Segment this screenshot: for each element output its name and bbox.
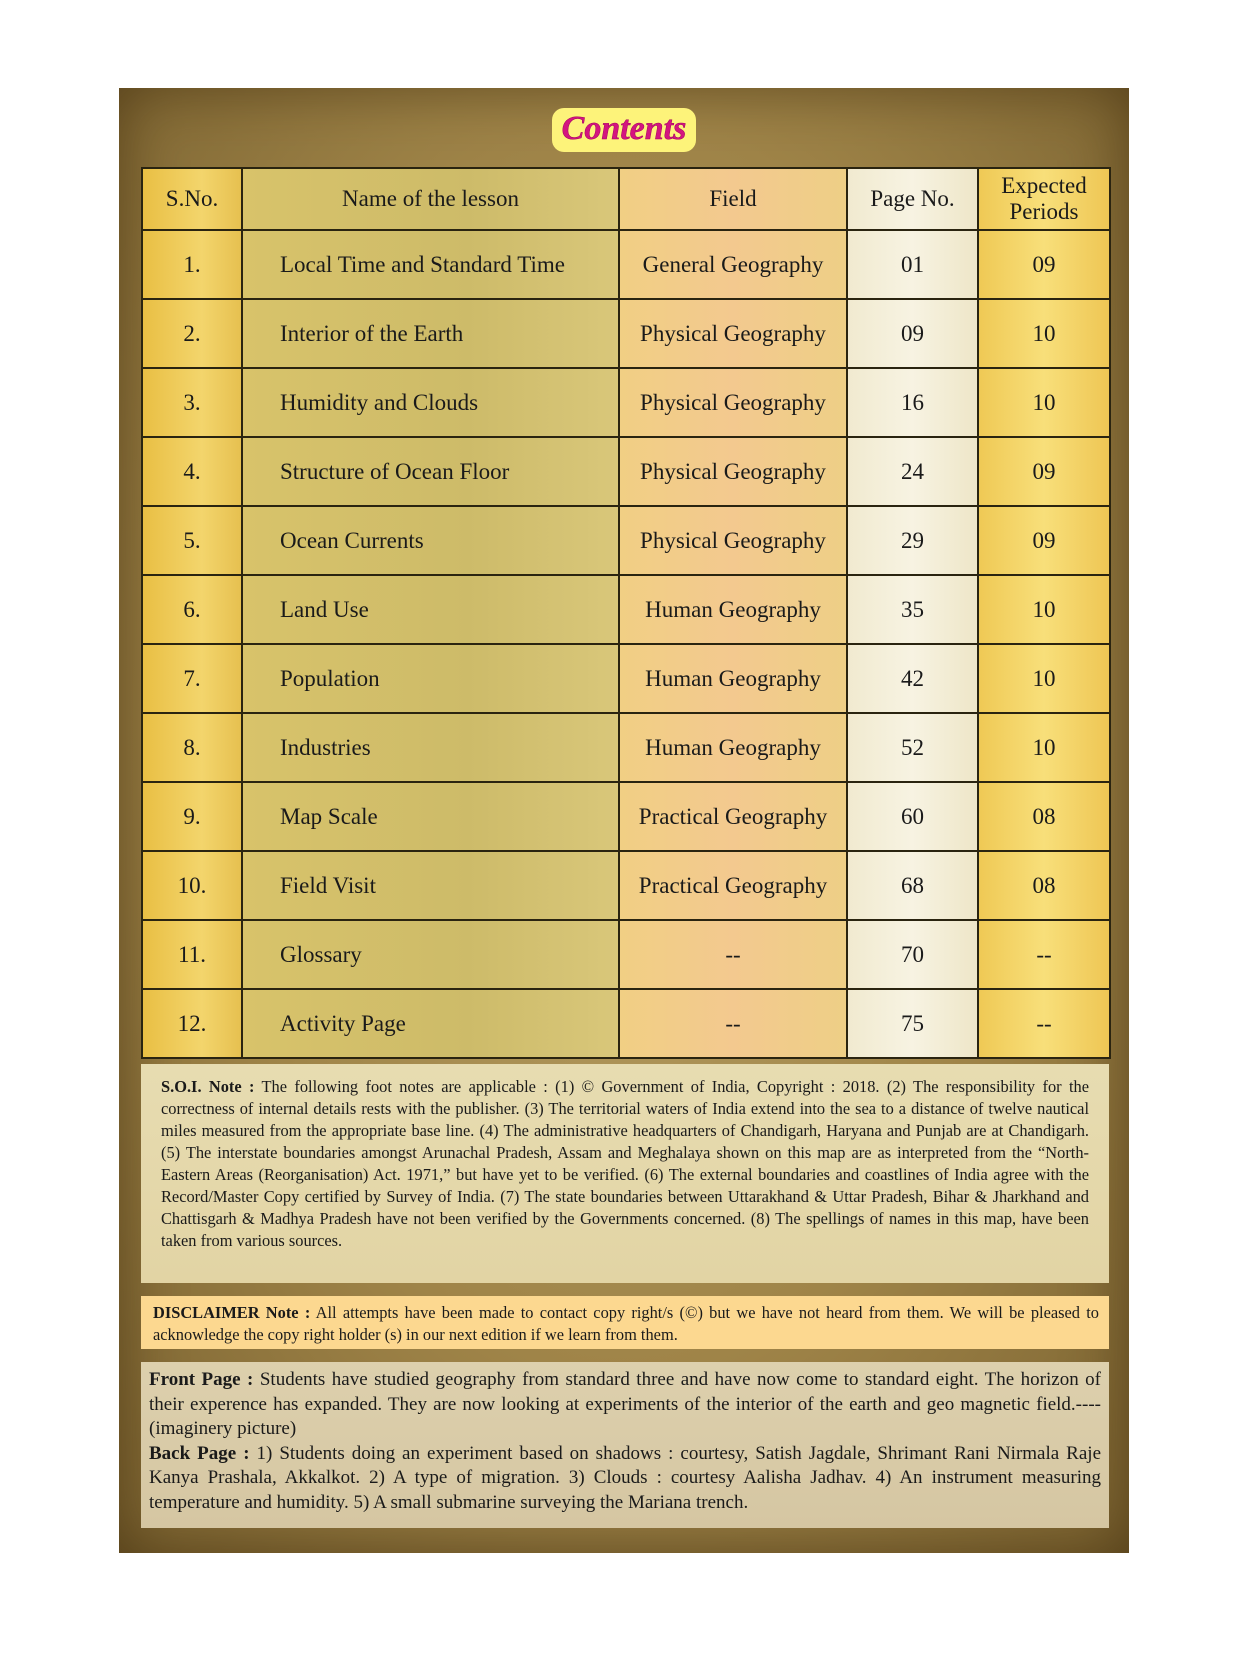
cell-sno bbox=[142, 989, 242, 1058]
cell-field bbox=[619, 644, 847, 713]
cell-expected-periods bbox=[978, 782, 1110, 851]
cell-expected-periods-text: 09 bbox=[1032, 527, 1056, 553]
cell-field-text: General Geography bbox=[642, 251, 824, 277]
cell-expected-periods-text: 08 bbox=[1032, 872, 1056, 898]
front-page-note bbox=[149, 1368, 1101, 1442]
cell-sno bbox=[142, 920, 242, 989]
cell-sno-text: 9. bbox=[183, 803, 201, 829]
table-row bbox=[142, 368, 1110, 437]
cell-page-no bbox=[847, 230, 978, 299]
cell-field-text: Human Geography bbox=[645, 734, 821, 760]
table-row bbox=[142, 989, 1110, 1058]
cell-lesson-name-text: Structure of Ocean Floor bbox=[280, 458, 510, 484]
cell-field bbox=[619, 782, 847, 851]
cell-page-no-text: 16 bbox=[901, 389, 924, 415]
cell-expected-periods-text: 09 bbox=[1032, 251, 1056, 277]
cell-lesson-name bbox=[242, 644, 619, 713]
cell-lesson-name-text: Interior of the Earth bbox=[280, 320, 464, 346]
cell-sno-text: 2. bbox=[183, 320, 201, 346]
cell-lesson-name bbox=[242, 920, 619, 989]
cell-sno bbox=[142, 782, 242, 851]
cell-page-no bbox=[847, 368, 978, 437]
table-row bbox=[142, 230, 1110, 299]
cell-lesson-name bbox=[242, 713, 619, 782]
contents-panel bbox=[119, 88, 1129, 1553]
cell-lesson-name-text: Field Visit bbox=[280, 872, 376, 898]
cell-lesson-name bbox=[242, 575, 619, 644]
cell-field bbox=[619, 437, 847, 506]
cell-page-no-text: 01 bbox=[901, 251, 924, 277]
cell-sno-text: 4. bbox=[183, 458, 201, 484]
cell-sno-text: 5. bbox=[183, 527, 201, 553]
front-page-label: Front Page : bbox=[149, 1369, 254, 1390]
cell-field bbox=[619, 851, 847, 920]
table-row bbox=[142, 644, 1110, 713]
cell-field-text: Physical Geography bbox=[640, 458, 826, 484]
cell-lesson-name-text: Land Use bbox=[280, 596, 369, 622]
cell-lesson-name bbox=[242, 506, 619, 575]
cell-expected-periods bbox=[978, 575, 1110, 644]
cell-page-no bbox=[847, 437, 978, 506]
cell-lesson-name bbox=[242, 230, 619, 299]
cell-sno bbox=[142, 299, 242, 368]
soi-note-label: S.O.I. Note : bbox=[161, 1077, 255, 1096]
cell-sno bbox=[142, 506, 242, 575]
cell-lesson-name bbox=[242, 989, 619, 1058]
cell-field bbox=[619, 368, 847, 437]
soi-note-text: The following foot notes are applicable : (1) © Government of India, Copyright : 2018. (2) The responsibility for the correctness of internal details rests with the publisher. (3) The territorial waters of India extend into the sea to a distance of twelve nautical miles measured from the appropriate base line. (4) The administrative headquarters of Chandigarh, Haryana and Punjab are at Chandigarh. (5) The interstate boundaries amongst Arunachal Pradesh, Assam and Meghalaya shown on this map are as interpreted from the “North-Eastern Areas (Reorganisation) Act. 1971,” but have yet to be verified. (6) The external boundaries and coastlines of India agree with the Record/Master Copy certified by Survey of India. (7) The state boundaries between Uttarakhand & Uttar Pradesh, Bihar & Jharkhand and Chattisgarh & Madhya Pradesh have not been verified by the Governments concerned. (8) The spellings of names in this map, have been taken from various sources. bbox=[161, 1077, 1089, 1250]
cell-field bbox=[619, 989, 847, 1058]
header-lesson-name: Name of the lesson bbox=[242, 168, 619, 230]
disclaimer-label: DISCLAIMER Note : bbox=[153, 1303, 311, 1322]
back-page-text: 1) Students doing an experiment based on shadows : courtesy, Satish Jagdale, Shrimant Rani Nirmala Raje Kanya Prashala, Akkalkot. 2) A type of migration. 3) Clouds : courtesy Aalisha Jadhav. 4) An instrument measuring temperature and humidity. 5) A small submarine surveying the Mariana trench. bbox=[149, 1442, 1102, 1513]
cell-page-no-text: 52 bbox=[901, 734, 924, 760]
cell-field-text: Human Geography bbox=[645, 665, 821, 691]
cell-sno-text: 10. bbox=[177, 872, 207, 898]
cell-sno-text: 11. bbox=[178, 941, 206, 967]
table-row bbox=[142, 851, 1110, 920]
cell-expected-periods-text: 08 bbox=[1032, 803, 1056, 829]
cell-lesson-name-text: Industries bbox=[280, 734, 371, 760]
table-row bbox=[142, 506, 1110, 575]
cell-page-no-text: 75 bbox=[901, 1010, 924, 1036]
cell-expected-periods bbox=[978, 713, 1110, 782]
cell-lesson-name-text: Population bbox=[280, 665, 380, 691]
contents-table bbox=[141, 167, 1111, 1059]
cell-sno bbox=[142, 644, 242, 713]
cell-expected-periods-text: 10 bbox=[1032, 665, 1056, 691]
cell-page-no bbox=[847, 782, 978, 851]
cell-expected-periods bbox=[978, 644, 1110, 713]
cell-expected-periods bbox=[978, 506, 1110, 575]
cell-page-no bbox=[847, 644, 978, 713]
cell-page-no bbox=[847, 989, 978, 1058]
cell-field-text: -- bbox=[725, 1010, 741, 1036]
cell-field bbox=[619, 920, 847, 989]
table-row bbox=[142, 920, 1110, 989]
cell-lesson-name-text: Activity Page bbox=[280, 1010, 406, 1036]
cell-sno-text: 8. bbox=[183, 734, 201, 760]
cell-sno-text: 7. bbox=[183, 665, 201, 691]
cell-page-no-text: 60 bbox=[901, 803, 924, 829]
cell-expected-periods-text: 10 bbox=[1032, 596, 1056, 622]
cell-sno bbox=[142, 851, 242, 920]
cell-field-text: Physical Geography bbox=[640, 389, 826, 415]
cell-lesson-name-text: Local Time and Standard Time bbox=[280, 251, 565, 277]
front-page-text: Students have studied geography from standard three and have now come to standard eight. The horizon of their experence has expanded. They are now looking at experiments of the interior of the earth and geo magnetic field.---- (imaginery picture) bbox=[149, 1369, 1102, 1439]
cell-expected-periods bbox=[978, 368, 1110, 437]
table-row bbox=[142, 437, 1110, 506]
cell-lesson-name bbox=[242, 782, 619, 851]
cell-sno bbox=[142, 713, 242, 782]
header-field: Field bbox=[619, 168, 847, 230]
cell-sno bbox=[142, 575, 242, 644]
cell-expected-periods-text: 10 bbox=[1032, 734, 1056, 760]
cell-lesson-name bbox=[242, 368, 619, 437]
table-header-row bbox=[142, 168, 1110, 230]
cell-lesson-name-text: Glossary bbox=[280, 941, 362, 967]
disclaimer-note bbox=[141, 1296, 1109, 1349]
cell-lesson-name-text: Ocean Currents bbox=[280, 527, 424, 553]
cell-expected-periods-text: -- bbox=[1036, 941, 1052, 967]
cell-expected-periods-text: 09 bbox=[1032, 458, 1056, 484]
cell-sno-text: 1. bbox=[183, 251, 201, 277]
cell-lesson-name bbox=[242, 851, 619, 920]
header-expected-periods: Expected Periods bbox=[978, 168, 1110, 230]
cell-field bbox=[619, 299, 847, 368]
cell-field-text: -- bbox=[725, 941, 741, 967]
cell-expected-periods-text: -- bbox=[1036, 1010, 1052, 1036]
cell-page-no-text: 09 bbox=[901, 320, 924, 346]
cell-field-text: Physical Geography bbox=[640, 527, 826, 553]
cell-sno bbox=[142, 368, 242, 437]
cell-field-text: Practical Geography bbox=[638, 803, 828, 829]
soi-note bbox=[141, 1064, 1109, 1283]
cover-notes bbox=[141, 1362, 1109, 1528]
cell-lesson-name bbox=[242, 437, 619, 506]
cell-expected-periods-text: 10 bbox=[1032, 320, 1056, 346]
cell-expected-periods bbox=[978, 299, 1110, 368]
table-row bbox=[142, 299, 1110, 368]
disclaimer-text: All attempts have been made to contact copy right/s (©) but we have not heard from them. We will be pleased to acknowledge the copy right holder (s) in our next edition if we learn from them. bbox=[153, 1303, 1099, 1344]
cell-sno bbox=[142, 437, 242, 506]
cell-expected-periods bbox=[978, 437, 1110, 506]
cell-page-no-text: 42 bbox=[901, 665, 924, 691]
back-page-label: Back Page : bbox=[149, 1442, 250, 1464]
table-row bbox=[142, 713, 1110, 782]
table-row bbox=[142, 575, 1110, 644]
cell-sno-text: 6. bbox=[183, 596, 201, 622]
cell-page-no bbox=[847, 713, 978, 782]
cell-field bbox=[619, 575, 847, 644]
cell-field-text: Practical Geography bbox=[638, 872, 828, 898]
cell-page-no-text: 24 bbox=[901, 458, 924, 484]
header-page-no: Page No. bbox=[847, 168, 978, 230]
header-sno: S.No. bbox=[142, 168, 242, 230]
table-row bbox=[142, 782, 1110, 851]
cell-field bbox=[619, 230, 847, 299]
page-title: Contents bbox=[552, 108, 697, 152]
cell-page-no bbox=[847, 920, 978, 989]
cell-sno bbox=[142, 230, 242, 299]
cell-field-text: Physical Geography bbox=[640, 320, 826, 346]
cell-field-text: Human Geography bbox=[645, 596, 821, 622]
cell-page-no-text: 68 bbox=[901, 872, 924, 898]
cell-page-no bbox=[847, 299, 978, 368]
cell-lesson-name-text: Map Scale bbox=[280, 803, 378, 829]
cell-sno-text: 3. bbox=[183, 389, 201, 415]
cell-page-no bbox=[847, 851, 978, 920]
cell-page-no bbox=[847, 506, 978, 575]
cell-sno-text: 12. bbox=[177, 1010, 207, 1036]
cell-expected-periods bbox=[978, 989, 1110, 1058]
page-title-wrap bbox=[119, 108, 1129, 152]
cell-page-no bbox=[847, 575, 978, 644]
cell-lesson-name bbox=[242, 299, 619, 368]
cell-field bbox=[619, 713, 847, 782]
cell-lesson-name-text: Humidity and Clouds bbox=[280, 389, 479, 415]
back-page-note bbox=[149, 1442, 1101, 1516]
cell-expected-periods-text: 10 bbox=[1032, 389, 1056, 415]
cell-expected-periods bbox=[978, 851, 1110, 920]
cell-expected-periods bbox=[978, 920, 1110, 989]
cell-field bbox=[619, 506, 847, 575]
cell-expected-periods bbox=[978, 230, 1110, 299]
cell-page-no-text: 70 bbox=[901, 941, 924, 967]
cell-page-no-text: 35 bbox=[901, 596, 924, 622]
cell-page-no-text: 29 bbox=[901, 527, 924, 553]
